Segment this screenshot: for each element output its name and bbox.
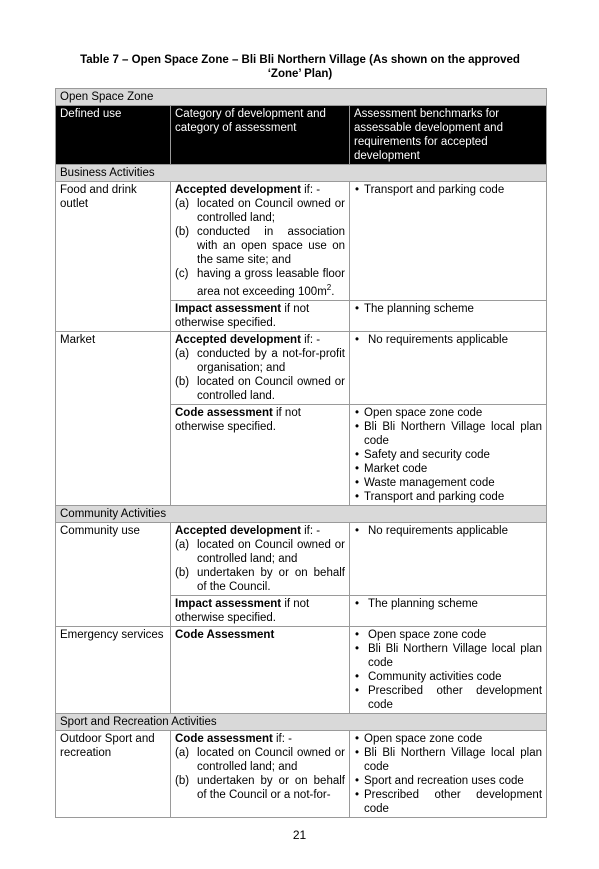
benchmark-list [354,524,542,538]
zone-heading-row [56,89,547,106]
list-item: • Bli Bli Northern Village local plan code [354,642,542,670]
list-item: • Transport and parking code [354,490,542,504]
table-caption-line-1: Table 7 – Open Space Zone – Bli Bli Northern Village (As shown on the approved [80,54,520,66]
benchmark-list [354,406,542,504]
accepted-development-label: Accepted development [175,184,301,196]
section-community-activities: Community Activities [56,505,547,522]
category-cell [171,730,350,817]
benchmark-list [354,597,542,611]
list-item [175,347,345,375]
condition-label: (b) [175,375,190,388]
condition-list [175,538,345,594]
list-item: • Market code [354,462,542,476]
condition-label: (a) [175,347,190,360]
benchmark-cell [350,626,547,713]
condition-text: conducted by a not-for-profit organisation; and [197,347,345,374]
benchmark-cell [350,404,547,505]
accepted-development-suffix: if: - [300,184,321,196]
list-item [175,538,345,566]
end-punctuation: . [331,285,335,298]
benchmark-cell [350,300,547,331]
defined-use-market: Market [56,331,171,505]
superscript: 2 [326,283,332,292]
table-row [56,331,547,404]
impact-assessment-label: Impact assessment [175,302,282,315]
benchmark-cell [350,182,547,301]
category-cell [171,522,350,595]
list-item [175,566,345,594]
list-item [175,774,345,802]
table-caption [60,53,540,81]
condition-text: located on Council owned or controlled land. [197,375,345,402]
condition-label: (b) [175,774,190,787]
list-item: • No requirements applicable [354,333,542,347]
list-item: • Safety and security code [354,448,542,462]
benchmark-cell [350,331,547,404]
code-assessment-suffix: if: - [272,732,292,745]
list-item: • Prescribed other development code [354,684,542,712]
header-category: Category of development and category of assessment [171,106,350,165]
condition-label: (a) [175,538,190,551]
header-row [56,106,547,165]
list-item [175,746,345,774]
category-cell [171,626,350,713]
condition-text: located on Council owned or controlled land; and [197,746,345,773]
defined-use-outdoor-sport-and-recreation: Outdoor Sport and recreation [56,730,171,817]
category-cell [171,404,350,505]
list-item: • Open space zone code [354,406,542,420]
table-row [56,182,547,301]
benchmark-list [354,183,542,197]
category-cell [171,182,350,301]
open-space-zone-table [55,88,547,818]
condition-text: undertaken by or on behalf of the Council or a not-for- [197,774,345,801]
list-item [175,225,345,267]
condition-list [175,197,345,299]
table-caption-line-2: ‘Zone’ Plan) [267,68,333,80]
category-cell [171,595,350,626]
zone-heading: Open Space Zone [56,89,547,106]
category-cell [171,300,350,331]
benchmark-list [354,732,542,816]
code-assessment-label: Code assessment [175,406,273,419]
accepted-development-label: Accepted development [175,524,301,537]
list-item: • Prescribed other development code [354,788,542,816]
condition-label: (c) [175,268,189,280]
accepted-development-suffix: if: - [300,524,321,537]
condition-text: having a gross leasable floor area not exceeding 100m [197,268,345,298]
list-item: • Sport and recreation uses code [354,774,542,788]
list-item: • Bli Bli Northern Village local plan code [354,420,542,448]
code-assessment-label: Code assessment [175,732,273,745]
accepted-development-suffix: if: - [300,333,321,346]
defined-use-emergency-services: Emergency services [56,626,171,713]
list-item: • Bli Bli Northern Village local plan code [354,746,542,774]
list-item: • The planning scheme [354,597,542,611]
list-item [175,267,345,299]
condition-text: located on Council owned or controlled land; [197,198,345,224]
list-item: • The planning scheme [354,302,542,316]
condition-list [175,347,345,403]
list-item: • Waste management code [354,476,542,490]
table-row [56,522,547,595]
condition-label: (b) [175,226,190,238]
benchmark-cell [350,595,547,626]
condition-list [175,746,345,802]
section-sport-and-recreation-activities: Sport and Recreation Activities [56,713,547,730]
list-item: • Community activities code [354,670,542,684]
impact-assessment-label: Impact assessment [175,597,282,610]
section-business-activities: Business Activities [56,165,547,182]
condition-text: conducted in association with an open space use on the same site; and [197,226,345,266]
section-row [56,713,547,730]
benchmark-list [354,628,542,712]
benchmark-list [354,302,542,316]
impact-assessment-suffix: if not otherwise specified. [175,302,310,329]
table-row [56,626,547,713]
accepted-development-label: Accepted development [175,333,301,346]
condition-label: (a) [175,198,190,210]
list-item: • No requirements applicable [354,524,542,538]
section-row [56,505,547,522]
list-item: • Transport and parking code [354,183,542,197]
condition-text: undertaken by or on behalf of the Council. [197,566,345,593]
defined-use-community-use: Community use [56,522,171,626]
impact-assessment-suffix: if not otherwise specified. [175,597,310,624]
list-item: • Open space zone code [354,732,542,746]
list-item [175,375,345,403]
benchmark-list [354,333,542,347]
condition-label: (a) [175,746,190,759]
section-row [56,165,547,182]
header-defined-use: Defined use [56,106,171,165]
category-cell [171,331,350,404]
condition-text: located on Council owned or controlled land; and [197,538,345,565]
page-number: 21 [292,828,307,842]
condition-label: (b) [175,566,190,579]
table-row [56,730,547,817]
code-assessment-suffix: if not otherwise specified. [175,406,301,433]
list-item: • Open space zone code [354,628,542,642]
benchmark-cell [350,730,547,817]
benchmark-cell [350,522,547,595]
list-item [175,197,345,225]
code-assessment-label: Code Assessment [175,628,275,641]
header-benchmarks: Assessment benchmarks for assessable development and requirements for accepted development [350,106,547,165]
defined-use-food-and-drink-outlet: Food and drink outlet [56,182,171,332]
